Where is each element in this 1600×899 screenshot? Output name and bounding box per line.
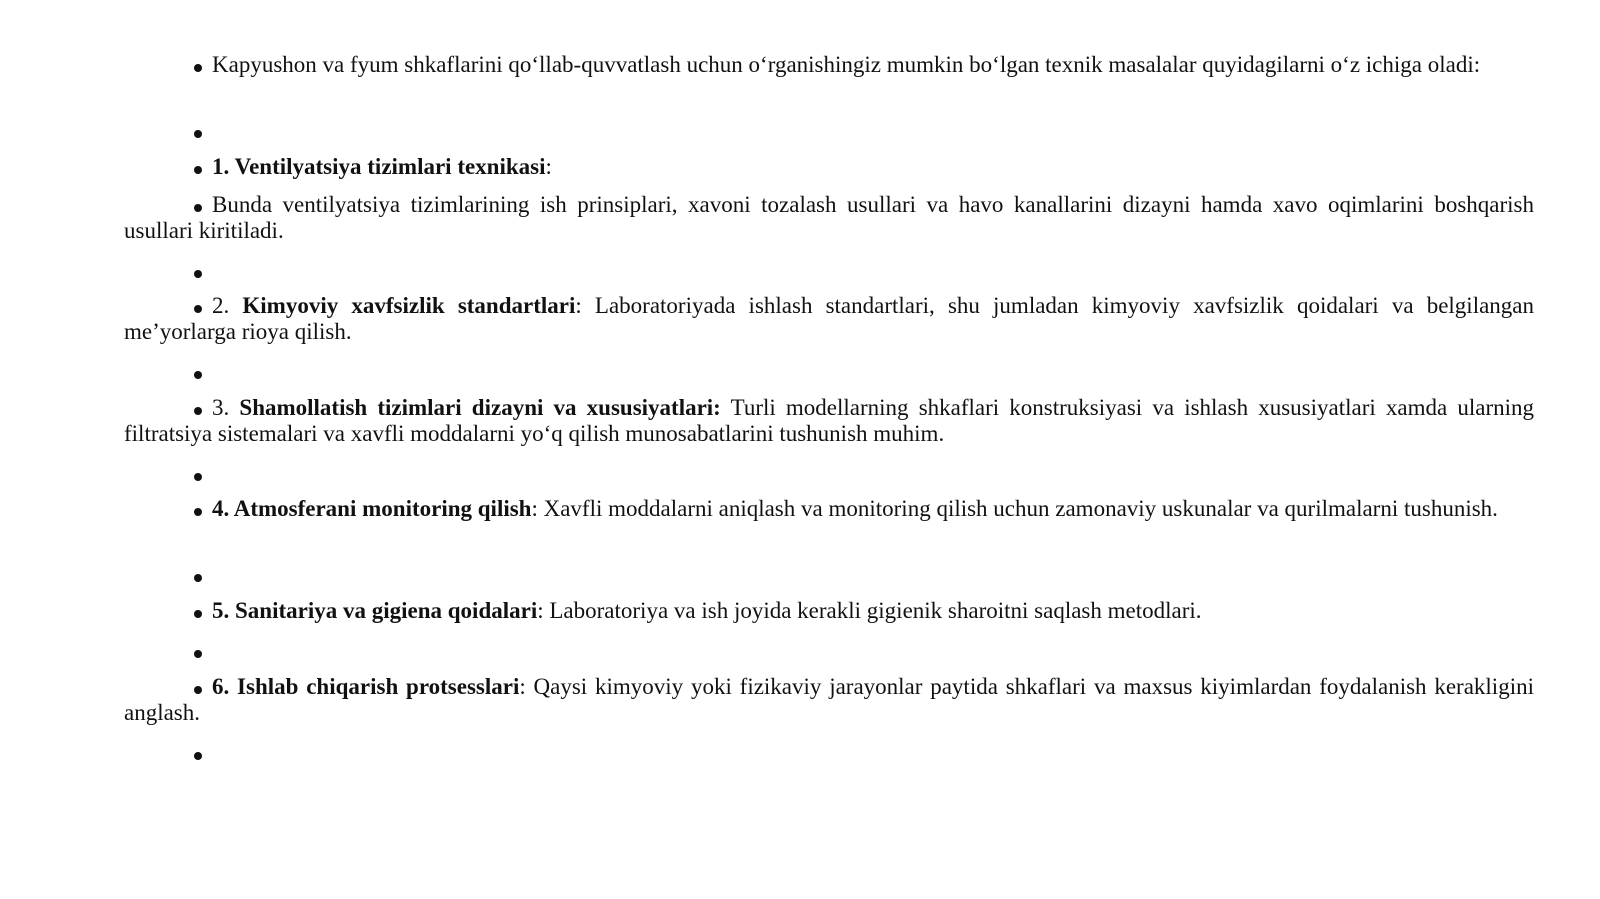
intro-paragraph [124,52,1534,78]
section-3-number: 3. [212,395,240,420]
bullet-icon [194,305,202,313]
intro-text: Kapyushon va fyum shkaflarini qo‘llab-quvvatlash uchun o‘rganishingiz mumkin bo‘lgan texnik masalalar quyidagilarni o‘z ichiga oladi: [212,52,1481,77]
section-6-title: 6. Ishlab chiqarish protsesslari [212,674,520,699]
section-4-title: 4. Atmosferani monitoring qilish [212,496,532,521]
section-3-title: Shamollatish tizimlari dizayni va xususiyatlari: [239,395,721,420]
bullet-icon [194,650,202,658]
empty-bullet-paragraph [124,268,1534,294]
bullet-icon [194,64,202,72]
section-5-title: 5. Sanitariya va gigiena qoidalari [212,598,538,623]
section-4-paragraph [124,496,1534,522]
empty-bullet-paragraph [124,128,1534,154]
bullet-icon [194,752,202,760]
section-6-paragraph [124,674,1534,726]
bullet-icon [194,407,202,415]
section-2-title: Kimyoviy xavfsizlik standartlari [242,293,576,318]
empty-bullet-paragraph [124,471,1534,497]
section-1-text: Bunda ventilyatsiya tizimlarining ish prinsiplari, xavoni tozalash usullari va havo kanallarini dizayni hamda xavo oqimlarini boshqarish usullari kiritiladi. [124,192,1534,243]
section-1-heading [124,154,1534,180]
bullet-icon [194,204,202,212]
section-4-text: : Xavfli moddalarni aniqlash va monitoring qilish uchun zamonaviy uskunalar va qurilmalarni tushunish. [531,496,1498,521]
section-1-body [124,192,1534,244]
empty-bullet-paragraph [124,369,1534,395]
section-2-paragraph [124,293,1534,345]
empty-bullet-paragraph [124,572,1534,598]
section-2-number: 2. [212,293,243,318]
empty-bullet-paragraph [124,750,1534,776]
bullet-icon [194,166,202,174]
section-1-title: 1. Ventilyatsiya tizimlari texnikasi [212,154,546,179]
section-6-text: : Qaysi kimyoviy yoki fizikaviy jarayonlar paytida shkaflari va maxsus kiyimlardan foydalanish kerakligini anglash. [124,674,1534,725]
empty-bullet-paragraph [124,648,1534,674]
section-3-paragraph [124,395,1534,447]
bullet-icon [194,473,202,481]
section-3-text: Turli modellarning shkaflari konstruksiyasi va ishlash xususiyatlari xamda ularning filtratsiya sistemalari va xavfli moddalarni yo‘q qilish munosabatlarini tushunish muhim. [124,395,1535,446]
bullet-icon [194,130,202,138]
section-1-colon: : [545,154,552,179]
section-5-paragraph [124,598,1534,624]
bullet-icon [194,574,202,582]
section-2-text: : Laboratoriyada ishlash standartlari, shu jumladan kimyoviy xavfsizlik qoidalari va belgilangan me’yorlarga rioya qilish. [124,293,1535,344]
bullet-icon [194,686,202,694]
bullet-icon [194,270,202,278]
bullet-icon [194,371,202,379]
bullet-icon [194,508,202,516]
bullet-icon [194,610,202,618]
section-5-text: : Laboratoriya va ish joyida kerakli gigienik sharoitni saqlash metodlari. [537,598,1202,623]
